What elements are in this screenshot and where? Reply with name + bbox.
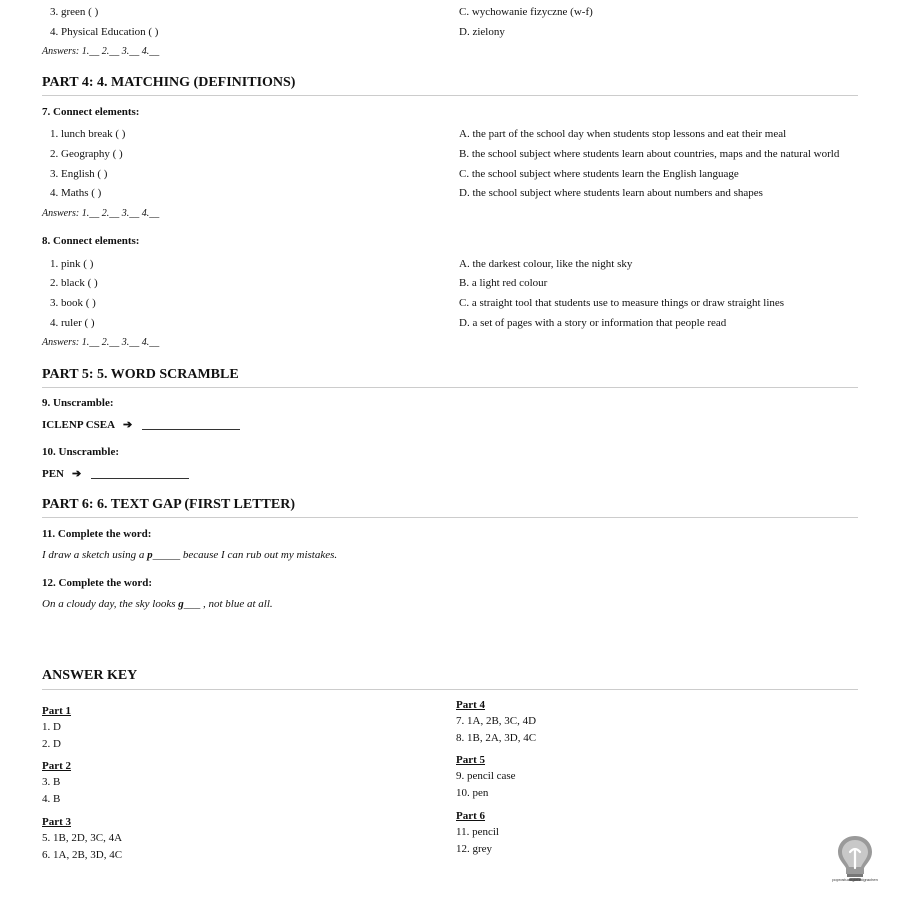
answers-line: Answers: 1.__ 2.__ 3.__ 4.__ [42,46,160,57]
match-option: C. the school subject where students learn the English language [459,168,739,180]
match-row [42,294,858,312]
first-letter: p [147,549,153,561]
match-item: 2. Geography ( ) [50,148,123,160]
match-item: 4. Physical Education ( ) [50,26,159,38]
match-option: A. the part of the school day when students stop lessons and eat their meal [459,128,787,140]
sentence-text: , not blue at all. [200,598,273,610]
gap-blank[interactable]: ___ [183,598,201,610]
question-8-title: 8. Connect elements: [42,235,140,247]
answer-key-heading: Part 5 [456,754,486,766]
answer-key-line: 7. 1A, 2B, 3C, 4D [456,715,537,727]
answer-key-line: 8. 1B, 2A, 3D, 4C [456,732,537,744]
question-10-title: 10. Unscramble: [42,446,119,458]
answer-key-part-5 [456,754,516,802]
answer-key-part-3 [42,816,122,864]
match-option: D. a set of pages with a story or information that people read [459,317,727,329]
answer-key-part-1 [42,705,71,753]
match-item: 1. lunch break ( ) [50,128,126,140]
part-5-title: PART 5: 5. WORD SCRAMBLE [42,367,858,388]
match-row [42,3,858,21]
answer-key-line: 2. D [42,738,61,750]
answer-key-line: 11. pencil [456,826,499,838]
answer-key-heading: Part 1 [42,705,72,717]
part-6-title: PART 6: 6. TEXT GAP (FIRST LETTER) [42,497,858,518]
match-row [42,145,858,163]
sentence-text: On a cloudy day, the sky looks [42,598,179,610]
answer-key-line: 9. pencil case [456,770,516,782]
answer-key-line: 5. 1B, 2D, 3C, 4A [42,832,123,844]
answer-key-heading: Part 4 [456,699,486,711]
match-item: 4. ruler ( ) [50,317,95,329]
answer-blank[interactable] [142,429,240,430]
first-letter: g [178,598,184,610]
part-4-title: PART 4: 4. MATCHING (DEFINITIONS) [42,75,858,96]
sentence-text: I draw a sketch using a [42,549,148,561]
match-item: 1. pink ( ) [50,258,94,270]
answers-line: Answers: 1.__ 2.__ 3.__ 4.__ [42,208,160,219]
match-row [42,23,858,41]
answer-key-part-6 [456,810,499,858]
match-item: 3. English ( ) [50,168,108,180]
answer-key-line: 4. B [42,793,61,805]
match-option: D. zielony [459,26,505,38]
match-row [42,125,858,143]
match-row [42,255,858,273]
question-7-title: 7. Connect elements: [42,106,140,118]
answer-key-heading: Part 6 [456,810,486,822]
question-11-title: 11. Complete the word: [42,528,152,540]
gap-blank[interactable]: _____ [152,549,181,561]
answer-key-heading: Part 3 [42,816,72,828]
match-row [42,274,858,292]
match-option: C. a straight tool that students use to measure things or draw straight lines [459,297,785,309]
scramble-line [42,418,240,431]
logo-text: poprostuangielskigrachen [832,877,878,882]
question-9-title: 9. Unscramble: [42,397,114,409]
match-option: B. a light red colour [459,277,548,289]
sentence-text: because I can rub out my mistakes. [180,549,338,561]
match-item: 3. green ( ) [50,6,99,18]
answer-key-line: 3. B [42,776,61,788]
match-row [42,165,858,183]
scrambled-word: PEN [42,468,64,480]
scramble-line [42,467,189,480]
match-option: D. the school subject where students learn about numbers and shapes [459,187,763,199]
answer-key-line: 12. grey [456,843,493,855]
answer-key-line: 1. D [42,721,61,733]
answer-blank[interactable] [91,478,189,479]
match-item: 3. book ( ) [50,297,96,309]
scrambled-word: ICLENP CSEA [42,419,116,431]
answer-key-line: 6. 1A, 2B, 3D, 4C [42,849,123,861]
match-item: 2. black ( ) [50,277,98,289]
arrow-right-icon: ➔ [72,468,82,480]
gap-sentence [42,549,337,561]
answer-key-heading: Part 2 [42,760,72,772]
match-option: A. the darkest colour, like the night sky [459,258,633,270]
answer-key-part-2 [42,760,71,808]
gap-sentence [42,598,273,610]
answer-key-title: ANSWER KEY [42,668,858,690]
question-12-title: 12. Complete the word: [42,577,152,589]
answers-line: Answers: 1.__ 2.__ 3.__ 4.__ [42,337,160,348]
answer-key-part-4 [456,699,536,747]
match-row [42,314,858,332]
match-option: B. the school subject where students learn about countries, maps and the natural world [459,148,840,160]
arrow-right-icon: ➔ [123,419,133,431]
match-row [42,184,858,202]
match-option: C. wychowanie fizyczne (w-f) [459,6,593,18]
match-item: 4. Maths ( ) [50,187,102,199]
answer-key-line: 10. pen [456,787,489,799]
